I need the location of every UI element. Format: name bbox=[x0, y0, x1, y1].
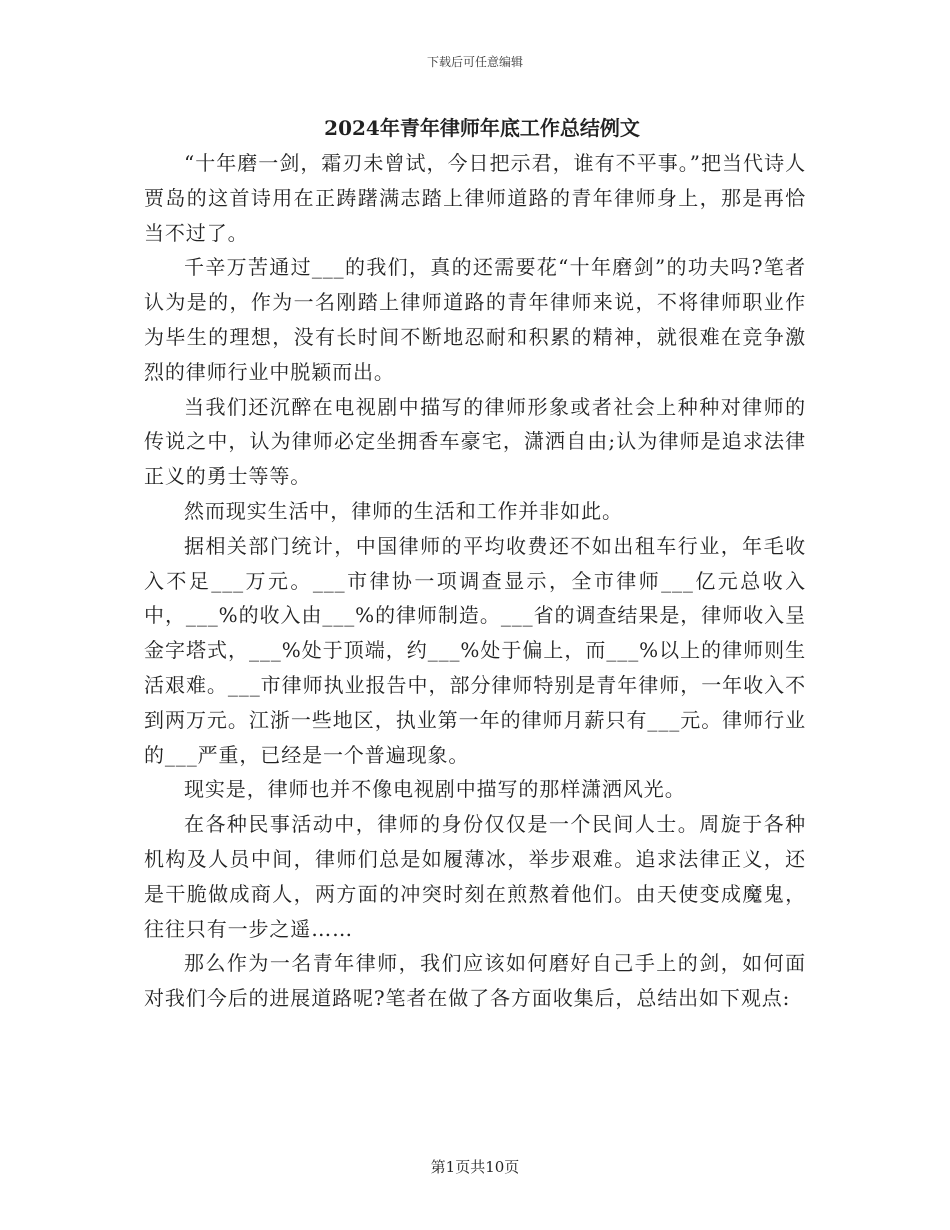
paragraph-7: 在各种民事活动中，律师的身份仅仅是一个民间人士。周旋于各种机构及人员中间，律师们总是如履薄冰，举步艰难。追求法律正义，还是干脆做成商人，两方面的冲突时刻在煎熬着他们。由天使变成魔鬼，往往只有一步之遥…… bbox=[144, 812, 806, 941]
paragraph-1: “十年磨一剑，霜刃未曾试，今日把示君，谁有不平事。”把当代诗人贾岛的这首诗用在正踌躇满志踏上律师道路的青年律师身上，那是再恰当不过了。 bbox=[144, 151, 806, 245]
paragraph-2: 千辛万苦通过___的我们，真的还需要花“十年磨剑”的功夫吗?笔者认为是的，作为一名刚踏上律师道路的青年律师来说，不将律师职业作为毕生的理想，没有长时间不断地忍耐和积累的精神，就很难在竞争激烈的律师行业中脱颖而出。 bbox=[144, 255, 806, 384]
paragraph-4: 然而现实生活中，律师的生活和工作并非如此。 bbox=[184, 498, 623, 523]
page-footer: 第1页共10页 bbox=[430, 1158, 520, 1176]
header-note: 下载后可任意编辑 bbox=[426, 55, 523, 69]
document-body bbox=[144, 146, 806, 1016]
paragraph-3: 当我们还沉醉在电视剧中描写的律师形象或者社会上种种对律师的传说之中，认为律师必定坐拥香车豪宅，潇洒自由;认为律师是追求法律正义的勇士等等。 bbox=[144, 394, 806, 489]
paragraph-6: 现实是，律师也并不像电视剧中描写的那样潇洒风光。 bbox=[184, 777, 686, 802]
paragraph-8: 那么作为一名青年律师，我们应该如何磨好自己手上的剑，如何面对我们今后的进展道路呢?笔者在做了各方面收集后，总结出如下观点: bbox=[144, 951, 806, 1011]
paragraph-5: 据相关部门统计，中国律师的平均收费还不如出租车行业，年毛收入不足___万元。___市律协一项调查显示，全市律师___亿元总收入中，___%的收入由___%的律师制造。___省的调查结果是，律师收入呈金字塔式，___%处于顶端，约___%处于偏上，而___%以上的律师则生活艰难。___市律师执业报告中，部分律师特别是青年律师，一年收入不到两万元。江浙一些地区，执业第一年的律师月薪只有___元。律师行业的___严重，已经是一个普遍现象。 bbox=[144, 533, 806, 767]
document-title: 2024年青年律师年底工作总结例文 bbox=[324, 116, 640, 140]
